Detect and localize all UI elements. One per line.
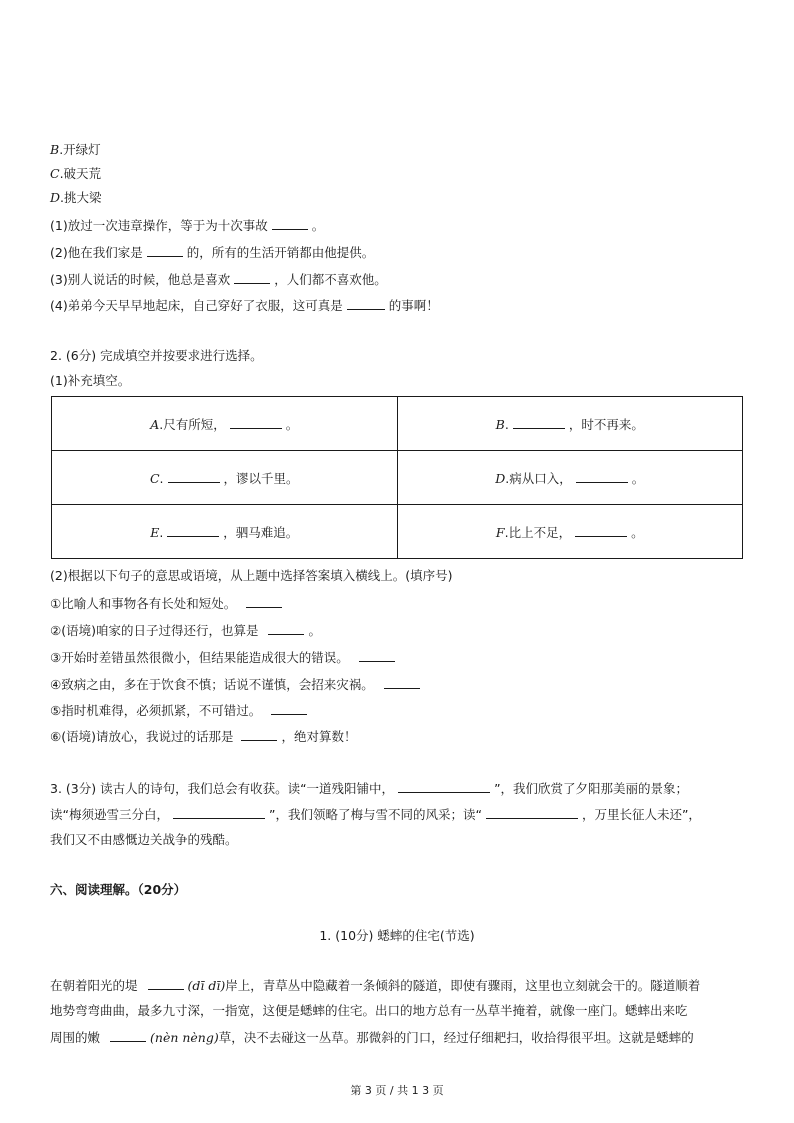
q2-title: 2. (6分) 完成填空并按要求进行选择。 <box>50 348 263 363</box>
passage-line-3: 周围的嫩 (nèn nèng)草，决不去碰这一丛草。那微斜的门口，经过仔细耙扫，收拾得很平坦。这就是蟋蟀的 <box>50 1030 694 1045</box>
q2-item-5: ⑤指时机难得，必须抓紧，不可错过。 <box>50 702 311 719</box>
q2-item-2: ②(语境)咱家的日子过得还行，也算是 。 <box>50 623 321 638</box>
q3-line-1: 3. (3分) 读古人的诗句，我们总会有收获。读“一道残阳铺中， ”，我们欣赏了夕阳那美丽的景象； <box>50 781 689 796</box>
table-cell-a: A.尺有所短， 。 <box>52 397 398 451</box>
passage-line-2: 地势弯弯曲曲，最多九寸深，一指宽，这便是蟋蟀的住宅。出口的地方总有一丛草半掩着，就像一座门。蟋蟀出来吃 <box>50 1003 688 1018</box>
answer-blank[interactable] <box>167 524 219 537</box>
answer-blank[interactable] <box>241 728 277 741</box>
q2-item-6: ⑥(语境)请放心，我说过的话那是 ，绝对算数！ <box>50 729 357 744</box>
q1-item-1: (1)放过一次违章操作，等于为十次事故 。 <box>50 218 325 233</box>
option-b: B.开绿灯 <box>50 142 101 157</box>
q2-item-3: ③开始时差错虽然很微小，但结果能造成很大的错误。 <box>50 649 399 666</box>
answer-blank[interactable] <box>384 676 420 689</box>
q2-sub1: (1)补充填空。 <box>50 373 131 388</box>
answer-blank[interactable] <box>271 702 307 715</box>
table-cell-f: F.比上不足， 。 <box>397 505 743 559</box>
section-heading: 六、阅读理解。（20分） <box>50 882 187 897</box>
q1-item-2: (2)他在我们家是 的，所有的生活开销都由他提供。 <box>50 245 375 260</box>
q3-line-2: 读“梅须逊雪三分白， ”，我们领略了梅与雪不同的风采；读“ ，万里长征人未还”， <box>50 807 701 822</box>
q1-item-3: (3)别人说话的时候，他总是喜欢 ，人们都不喜欢他。 <box>50 272 387 287</box>
q3-line-3: 我们又不由感慨边关战争的残酷。 <box>50 832 238 847</box>
q2-sub2: (2)根据以下句子的意思或语境，从上题中选择答案填入横线上。(填序号) <box>50 568 453 583</box>
passage-title: 1. (10分) 蟋蟀的住宅(节选) <box>319 928 475 943</box>
answer-blank[interactable] <box>230 416 282 429</box>
page-footer: 第 3 页 / 共 1 3 页 <box>350 1084 444 1097</box>
answer-blank[interactable] <box>246 595 282 608</box>
table-cell-d: D.病从口入， 。 <box>397 451 743 505</box>
answer-blank[interactable] <box>486 806 578 819</box>
option-d: D.挑大梁 <box>50 190 102 205</box>
answer-blank[interactable] <box>168 470 220 483</box>
answer-blank[interactable] <box>148 977 184 990</box>
answer-blank[interactable] <box>110 1029 146 1042</box>
q2-item-4: ④致病之由，多在于饮食不慎；话说不谨慎，会招来灾祸。 <box>50 676 424 693</box>
table-cell-c: C. ，谬以千里。 <box>52 451 398 505</box>
q1-item-4: (4)弟弟今天早早地起床，自己穿好了衣服，这可真是 的事啊！ <box>50 298 439 313</box>
answer-blank[interactable] <box>347 297 385 310</box>
answer-blank[interactable] <box>173 806 265 819</box>
q2-item-1: ①比喻人和事物各有长处和短处。 <box>50 595 286 612</box>
answer-blank[interactable] <box>234 271 270 284</box>
option-c: C.破天荒 <box>50 166 102 181</box>
table-cell-e: E. ，驷马难追。 <box>52 505 398 559</box>
table-cell-b: B. ，时不再来。 <box>397 397 743 451</box>
answer-blank[interactable] <box>272 217 308 230</box>
passage-line-1: 在朝着阳光的堤 (dī dī)岸上，青草丛中隐藏着一条倾斜的隧道，即使有骤雨，这里也立刻就会干的。隧道顺着 <box>50 978 701 993</box>
idiom-fill-table <box>51 396 743 559</box>
answer-blank[interactable] <box>513 416 565 429</box>
answer-blank[interactable] <box>398 780 490 793</box>
answer-blank[interactable] <box>268 622 304 635</box>
answer-blank[interactable] <box>359 649 395 662</box>
answer-blank[interactable] <box>576 470 628 483</box>
answer-blank[interactable] <box>575 524 627 537</box>
answer-blank[interactable] <box>147 244 183 257</box>
